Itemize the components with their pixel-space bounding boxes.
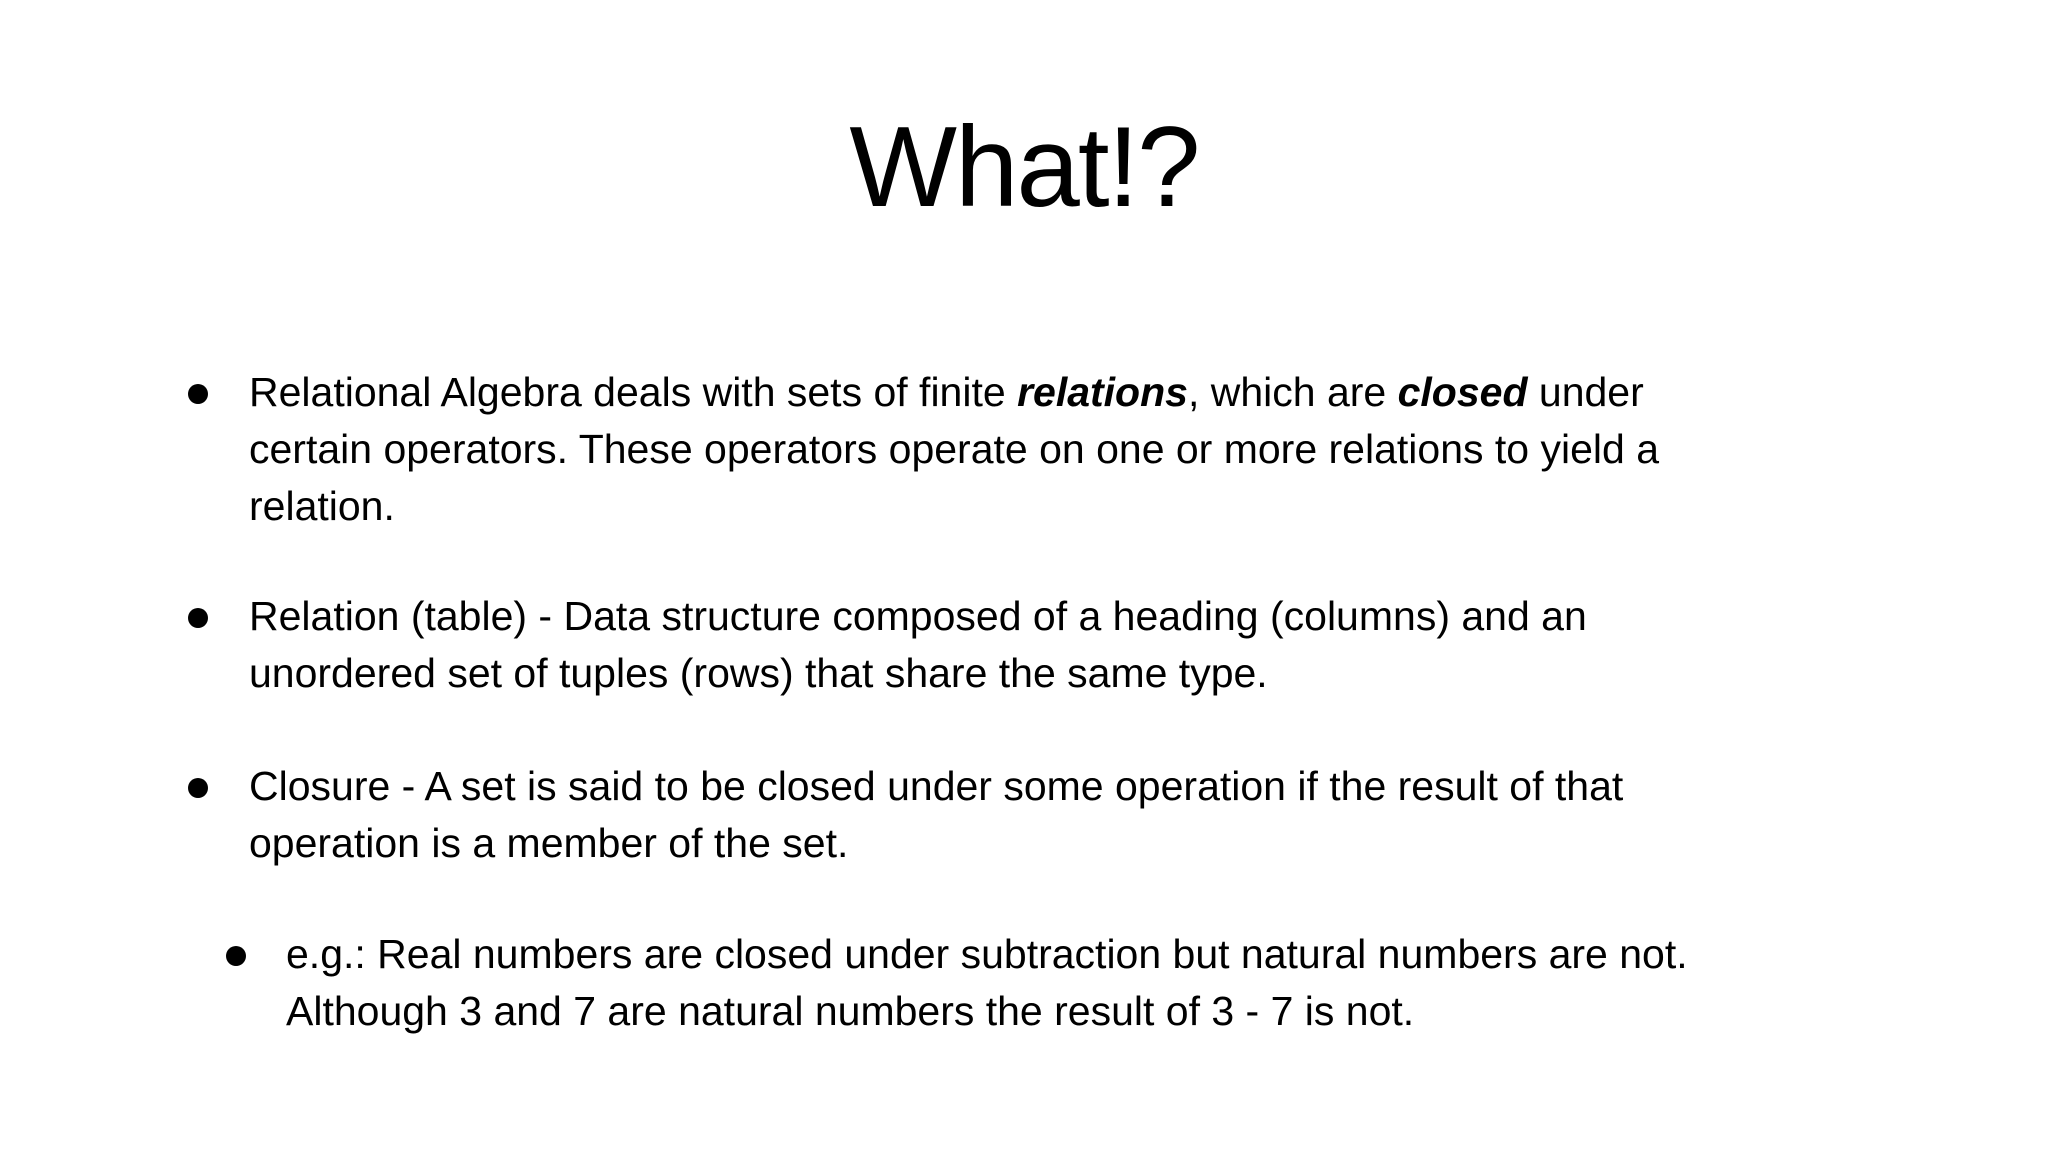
- bullet-dot-icon: [188, 384, 208, 404]
- bullet-line: relation.: [249, 483, 395, 529]
- bullet-line: [249, 364, 1889, 421]
- bullet-dot-icon: [188, 778, 208, 798]
- bullet-dot-icon: [226, 946, 246, 966]
- emphasis-relations: relations: [1017, 369, 1188, 415]
- bullet-line: Although 3 and 7 are natural numbers the result of 3 - 7 is not.: [286, 988, 1415, 1034]
- bullet-dot-icon: [188, 608, 208, 628]
- bullet-text: [249, 758, 1889, 872]
- bullet-line: Relation (table) - Data structure composed of a heading (columns) and an: [249, 593, 1587, 639]
- emphasis-closed: closed: [1397, 369, 1528, 415]
- slide-title: What!?: [849, 104, 1199, 231]
- bullet-text: [249, 364, 1889, 535]
- bullet-line: unordered set of tuples (rows) that share the same type.: [249, 650, 1268, 696]
- bullet-text: [249, 588, 1889, 702]
- bullet-line: certain operators. These operators operate on one or more relations to yield a: [249, 426, 1659, 472]
- bullet-line: Closure - A set is said to be closed under some operation if the result of that: [249, 763, 1624, 809]
- bullet-text-segment: Relational Algebra deals with sets of finite: [249, 369, 1018, 415]
- bullet-text-segment: , which are: [1187, 369, 1398, 415]
- bullet-line: e.g.: Real numbers are closed under subtraction but natural numbers are not.: [286, 931, 1688, 977]
- bullet-line: operation is a member of the set.: [249, 820, 849, 866]
- bullet-text: [286, 926, 1926, 1040]
- bullet-text-segment: under: [1527, 369, 1644, 415]
